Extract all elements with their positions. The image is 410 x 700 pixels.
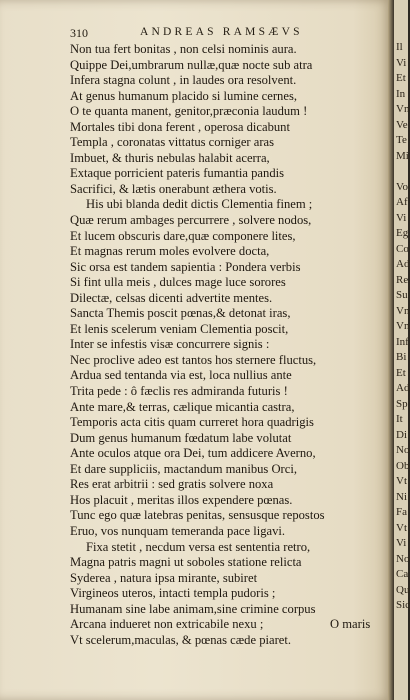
running-head: ANDREAS RAMSÆVS xyxy=(140,26,303,38)
verse-line: Eruo, vos nunquam temeranda pace ligavi. xyxy=(70,523,286,538)
facing-line-fragment: Ob xyxy=(396,459,410,472)
verse-line: Hos placuit , meritas illos expendere pœnas. xyxy=(70,492,293,507)
facing-line-fragment: Fa xyxy=(396,506,407,518)
catchword: O maris xyxy=(330,617,371,631)
facing-line-fragment: Sic xyxy=(396,599,410,611)
facing-line-fragment: No xyxy=(396,552,410,565)
facing-line-fragment xyxy=(394,164,410,180)
verse-line: Dilectæ, celsas dicenti advertite mentes. xyxy=(70,290,273,305)
facing-page-edge xyxy=(394,0,408,700)
verse-line: Arcana indueret non extricabile nexu ; xyxy=(70,617,264,632)
facing-line-fragment: Sp xyxy=(396,397,408,410)
verse-line: Nec proclive adeo est tantos hos sternere fluctus, xyxy=(70,352,317,367)
verse-line: Et lucem obscuris dare,quæ componere lites, xyxy=(70,228,296,243)
verse-line: Trita pede : ô fæclis res admiranda futuris ! xyxy=(70,384,288,399)
facing-line-fragment: Vi xyxy=(396,56,407,69)
facing-line-fragment: Eg xyxy=(396,227,409,239)
verse-line: Ante mare,& terras, cælique micantia castra, xyxy=(70,399,295,414)
verse-line: Res erat arbitrii : sed gratis solvere noxa xyxy=(70,477,274,492)
facing-line-fragment: Ve xyxy=(396,118,408,131)
facing-line-fragment: Bi xyxy=(396,351,407,363)
verse-line: Ardua sed tentanda via est, loca nullius ante xyxy=(70,368,292,383)
verse-line: Mortales tibi dona ferent , operosa dicabunt xyxy=(70,119,290,134)
facing-page-fragments xyxy=(394,40,410,614)
verse-line: Syderea , natura ipsa mirante, subiret xyxy=(70,570,258,585)
facing-line-fragment: Te xyxy=(396,134,407,146)
facing-line-fragment: Ca xyxy=(396,568,409,580)
facing-line-fragment: Vn xyxy=(396,304,410,317)
facing-line-fragment: Ad xyxy=(396,382,410,394)
facing-line-fragment: Af xyxy=(396,196,408,208)
facing-line-fragment: Co xyxy=(396,242,409,255)
facing-line-fragment: Vn xyxy=(396,320,410,332)
facing-line-fragment: Vt xyxy=(396,475,407,487)
facing-line-fragment: No xyxy=(396,444,410,456)
verse-line: Extaque porricient pateris fumantia pandis xyxy=(70,166,285,181)
verse-line: His ubi blanda dedit dictis Clementia finem ; xyxy=(86,197,313,212)
facing-line-fragment: Il xyxy=(396,41,403,53)
facing-line-fragment: Vo xyxy=(396,180,409,193)
facing-line-fragment: Vi xyxy=(396,537,407,549)
facing-line-fragment: In xyxy=(396,87,406,100)
verse-line: Sancta Themis poscit pœnas,& detonat iras, xyxy=(70,306,291,321)
verse-line: Virgineos uteros, intacti templa pudoris ; xyxy=(70,586,276,601)
verse-line: Imbuet, & thuris nebulas halabit acerra, xyxy=(70,150,270,165)
facing-line-fragment: Vt xyxy=(396,521,407,534)
facing-line-fragment: It xyxy=(396,413,403,425)
verse-line: Humanam sine labe animam,sine crimine corpus xyxy=(70,601,316,616)
facing-line-fragment: Ad xyxy=(396,258,410,270)
verse-line: Infera stagna colunt , in laudes ora resolvent. xyxy=(70,73,297,88)
facing-line-fragment: Ni xyxy=(396,490,407,503)
facing-line-fragment: Re xyxy=(396,273,409,286)
verse-line: Dum genus humanum fœdatum labe volutat xyxy=(70,430,292,445)
facing-line-fragment: Et xyxy=(396,72,406,84)
verse-line: Ante oculos atque ora Dei, tum addicere Averno, xyxy=(70,446,316,461)
verse-line: Templa , coronatas vittatus corniger aras xyxy=(70,135,275,150)
verse-line: Fixa stetit , necdum versa est sententia retro, xyxy=(86,539,311,554)
verse-line: Sic orsa est tandem sapientia : Pondera verbis xyxy=(70,259,301,274)
verse-line: Et dare suppliciis, mactandum manibus Orci, xyxy=(70,461,297,476)
verse-line: Quæ rerum ambages percurrere , solvere nodos, xyxy=(70,213,312,228)
facing-line-fragment: Vi xyxy=(396,211,407,224)
verse-line: Quippe Dei,umbrarum nullæ,quæ nocte sub atra xyxy=(70,57,313,72)
verse-text xyxy=(70,42,385,648)
verse-line: Temporis acta citis quam curreret hora quadrigis xyxy=(70,415,314,430)
verse-line: Magna patris magni ut soboles statione relicta xyxy=(70,555,302,570)
verse-line: Non tua fert bonitas , non celsi nominis aura. xyxy=(70,42,297,56)
verse-line: O te quanta manent, genitor,præconia laudum ! xyxy=(70,104,308,119)
verse-line: Et magnas rerum moles evolvere docta, xyxy=(70,244,270,259)
verse-line: Vt scelerum,maculas, & pœnas cæde piaret. xyxy=(70,632,292,647)
facing-line-fragment: Di xyxy=(396,428,407,441)
page-number: 310 xyxy=(70,26,88,40)
facing-line-fragment: Su xyxy=(396,289,408,301)
facing-line-fragment: Inf xyxy=(396,335,409,348)
verse-line: Inter se infestis visæ concurrere signis : xyxy=(70,337,270,352)
facing-line-fragment: Mi xyxy=(396,149,409,162)
facing-line-fragment: Et xyxy=(396,366,406,379)
verse-line: Si fint ulla meis , dulces mage luce sorores xyxy=(70,275,286,290)
verse-line: Sacrifici, & lætis onerabunt æthera votis. xyxy=(70,181,277,196)
verse-line: Tunc ego quæ latebras penitas, sensusque repostos xyxy=(70,508,325,523)
facing-line-fragment: Qu xyxy=(396,583,410,596)
facing-line-fragment: Vn xyxy=(396,103,410,115)
verse-line: At genus humanum placido si lumine cernes, xyxy=(70,88,297,103)
verse-line: Et lenis scelerum veniam Clementia poscit, xyxy=(70,321,289,336)
